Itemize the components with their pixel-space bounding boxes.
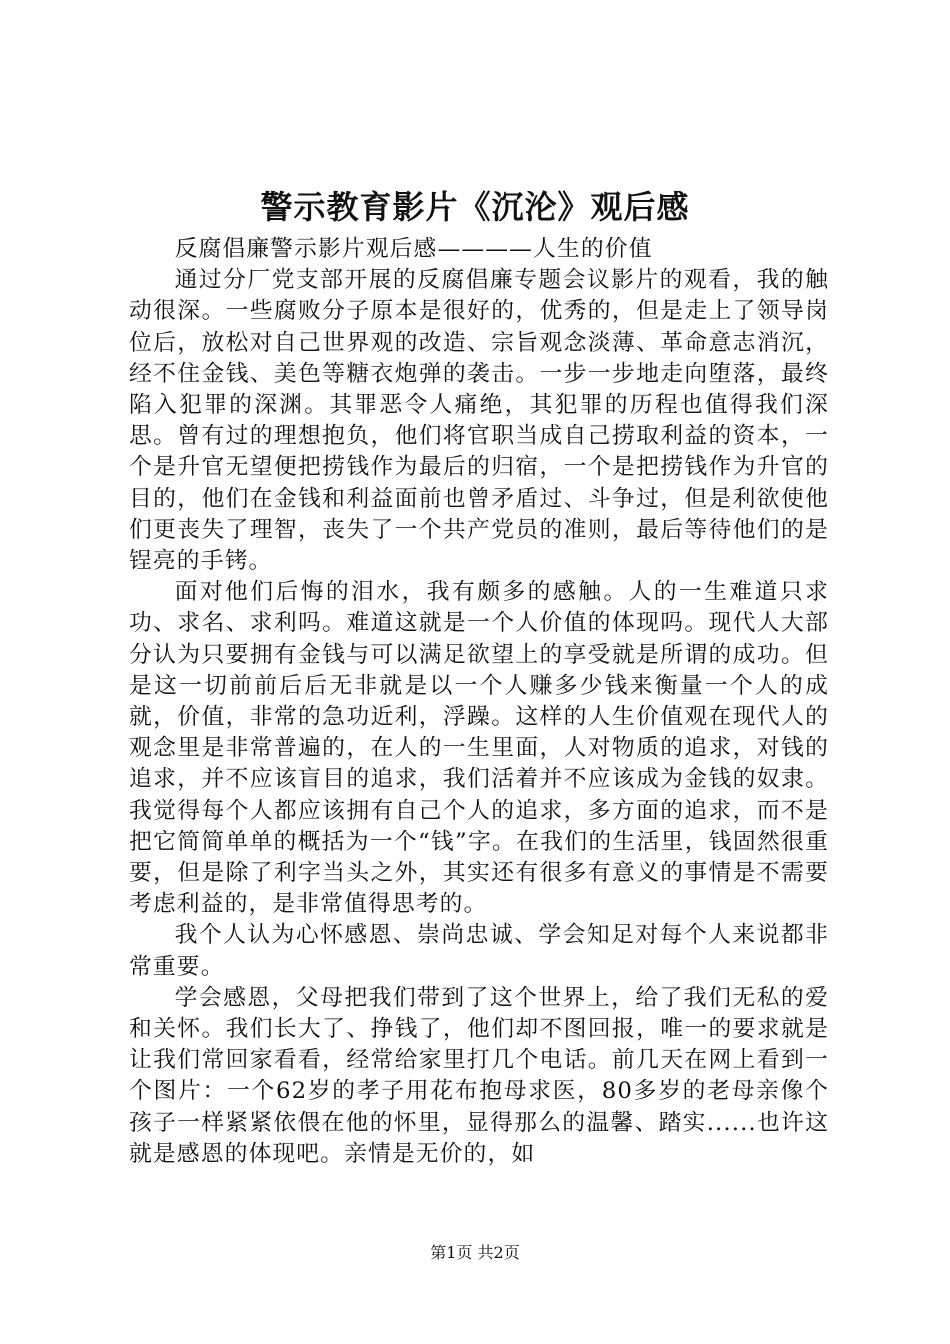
document-title: 警示教育影片《沉沦》观后感 [260, 188, 690, 226]
paragraph: 我个人认为心怀感恩、崇尚忠诚、学会知足对每个人来说都非常重要。 [129, 922, 829, 980]
document-body [129, 234, 829, 1170]
paragraph: 面对他们后悔的泪水，我有颇多的感触。人的一生难道只求功、求名、求利吗。难道这就是一个人价值的体现吗。现代人大部分认为只要拥有金钱与可以满足欲望上的享受就是所谓的成功。但是这一切前前后后无非就是以一个人赚多少钱来衡量一个人的成就，价值，非常的急功近利，浮躁。这样的人生价值观在现代人的观念里是非常普遍的，在人的一生里面，人对物质的追求，对钱的追求，并不应该盲目的追求，我们活着并不应该成为金钱的奴隶。我觉得每个人都应该拥有自己个人的追求，多方面的追求，而不是把它简简单单的概括为一个“钱”字。在我们的生活里，钱固然很重要，但是除了利字当头之外，其实还有很多有意义的事情是不需要考虑利益的，是非常值得思考的。 [129, 579, 829, 918]
paragraph-subtitle: 反腐倡廉警示影片观后感————人生的价值 [174, 236, 653, 262]
paragraph: 学会感恩，父母把我们带到了这个世界上，给了我们无私的爱和关怀。我们长大了、挣钱了，他们却不图回报，唯一的要求就是让我们常回家看看，经常给家里打几个电话。前几天在网上看到一个图片：一个62岁的孝子用花布抱母求医，80多岁的老母亲像个孩子一样紧紧依偎在他的怀里，显得那么的温馨、踏实......也许这就是感恩的体现吧。亲情是无价的，如 [129, 984, 829, 1167]
paragraph: 通过分厂党支部开展的反腐倡廉专题会议影片的观看，我的触动很深。一些腐败分子原本是很好的，优秀的，但是走上了领导岗位后，放松对自己世界观的改造、宗旨观念淡薄、革命意志消沉，经不住金钱、美色等糖衣炮弹的袭击。一步一步地走向堕落，最终陷入犯罪的深渊。其罪恶令人痛绝，其犯罪的历程也值得我们深思。曾有过的理想抱负，他们将官职当成自己捞取利益的资本，一个是升官无望便把捞钱作为最后的归宿，一个是把捞钱作为升官的目的，他们在金钱和利益面前也曾矛盾过、斗争过，但是利欲使他们更丧失了理智，丧失了一个共产党员的准则，最后等待他们的是锃亮的手铐。 [129, 267, 829, 575]
page-number-footer: 第1页 共2页 [430, 1243, 520, 1262]
